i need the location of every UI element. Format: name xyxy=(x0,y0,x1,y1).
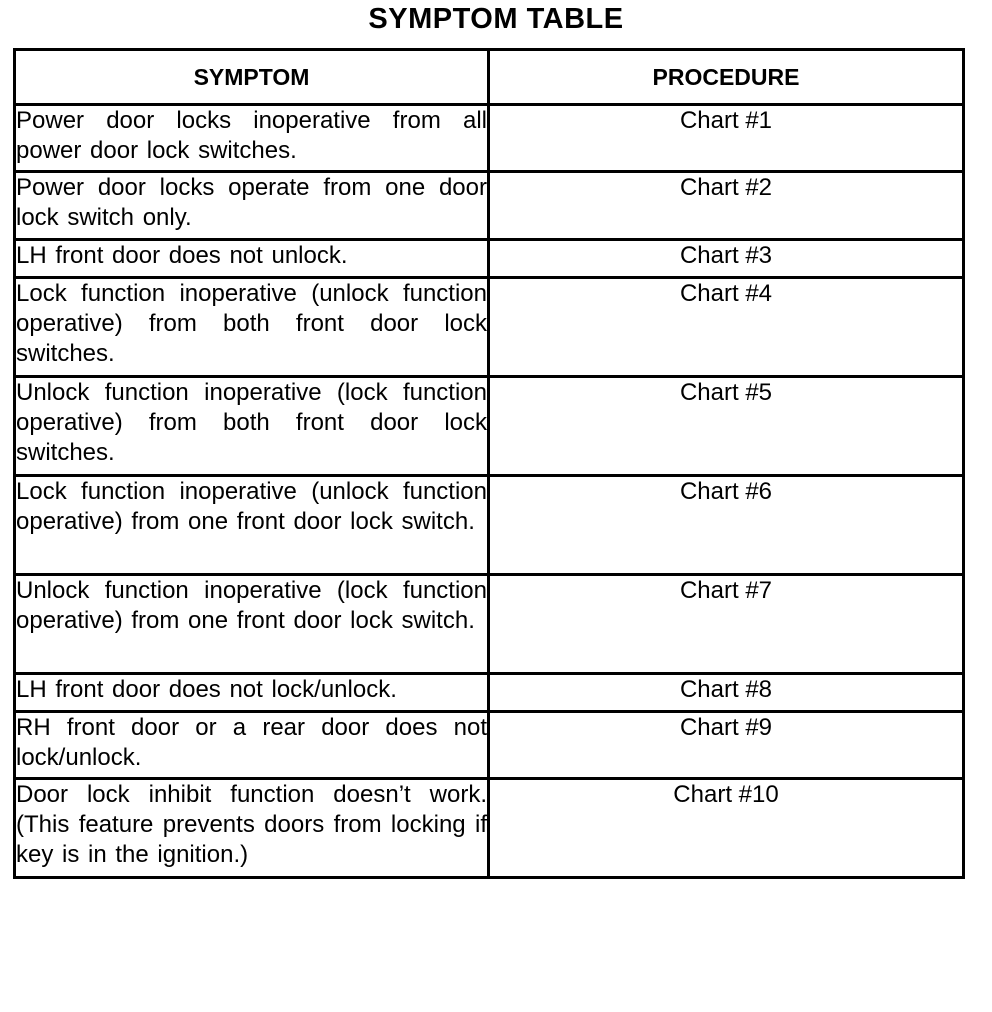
table-row xyxy=(15,779,964,878)
table-row xyxy=(15,674,964,712)
column-header-symptom: SYMPTOM xyxy=(15,50,489,105)
table-header-row xyxy=(15,50,964,105)
symptom-cell: LH front door does not lock/unlock. xyxy=(15,674,489,712)
symptom-cell: Lock function inoperative (unlock function operative) from one front door lock switch. xyxy=(15,476,489,575)
symptom-cell: RH front door or a rear door does not lock/unlock. xyxy=(15,712,489,779)
table-row xyxy=(15,240,964,278)
procedure-cell: Chart #3 xyxy=(489,240,964,278)
table-row xyxy=(15,377,964,476)
procedure-cell: Chart #6 xyxy=(489,476,964,575)
symptom-cell: Door lock inhibit function doesn’t work. (This feature prevents doors from locking if key is in the ignition.) xyxy=(15,779,489,878)
table-row xyxy=(15,172,964,240)
procedure-cell: Chart #1 xyxy=(489,105,964,172)
symptom-cell: Power door locks inoperative from all power door lock switches. xyxy=(15,105,489,172)
symptom-table xyxy=(13,48,965,879)
procedure-cell: Chart #7 xyxy=(489,575,964,674)
procedure-cell: Chart #2 xyxy=(489,172,964,240)
column-header-procedure: PROCEDURE xyxy=(489,50,964,105)
symptom-cell: LH front door does not unlock. xyxy=(15,240,489,278)
page-title: SYMPTOM TABLE xyxy=(368,3,624,35)
symptom-cell: Unlock function inoperative (lock function operative) from both front door lock switches. xyxy=(15,377,489,476)
table-row xyxy=(15,476,964,575)
table-row xyxy=(15,105,964,172)
procedure-cell: Chart #9 xyxy=(489,712,964,779)
symptom-cell: Unlock function inoperative (lock function operative) from one front door lock switch. xyxy=(15,575,489,674)
table-row xyxy=(15,575,964,674)
procedure-cell: Chart #4 xyxy=(489,278,964,377)
procedure-cell: Chart #8 xyxy=(489,674,964,712)
table-row xyxy=(15,712,964,779)
table-row xyxy=(15,278,964,377)
symptom-cell: Lock function inoperative (unlock function operative) from both front door lock switches. xyxy=(15,278,489,377)
procedure-cell: Chart #10 xyxy=(489,779,964,878)
symptom-cell: Power door locks operate from one door lock switch only. xyxy=(15,172,489,240)
procedure-cell: Chart #5 xyxy=(489,377,964,476)
